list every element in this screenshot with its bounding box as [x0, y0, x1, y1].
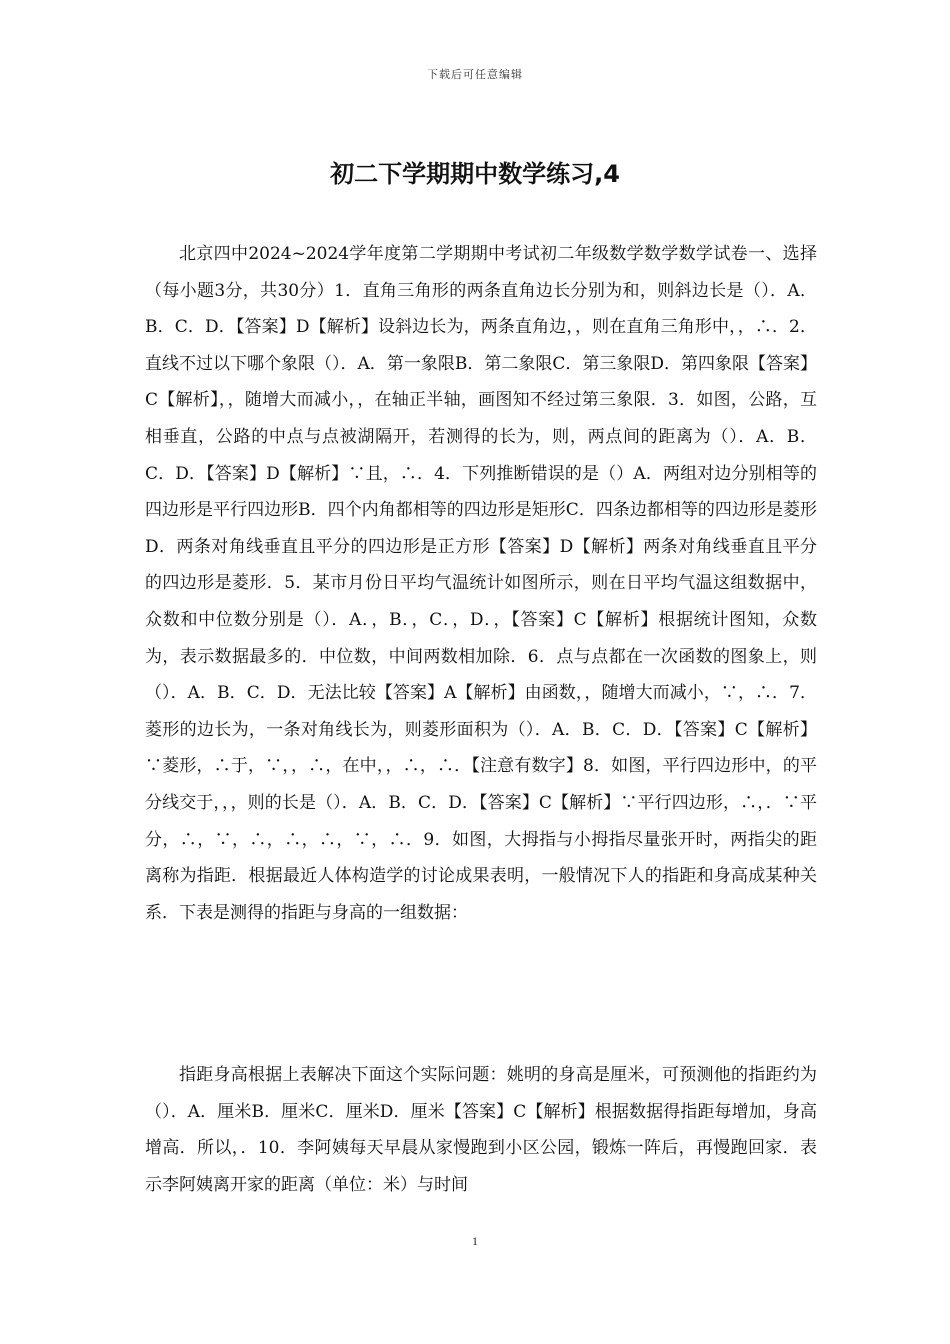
header-note: 下载后可任意编辑	[427, 68, 523, 81]
body-paragraph: 指距身高根据上表解决下面这个实际问题：姚明的身高是厘米，可预测他的指距约为（）．A．厘米B．厘米C．厘米D．厘米【答案】C【解析】根据数据得指距每增加，身高增高．所以，．10．李阿姨每天早晨从家慢跑到小区公园，锻炼一阵后，再慢跑回家．表示李阿姨离开家的距离（单位：米）与时间	[145, 1065, 817, 1195]
body-paragraph: 北京四中2024~2024学年度第二学期期中考试初二年级数学数学数学试卷一、选择（每小题3分，共30分）1．直角三角形的两条直角边长分别为和，则斜边长是（）．A．B．C．D．【答案】D【解析】设斜边长为，两条直角边，，则在直角三角形中，，∴．2．直线不过以下哪个象限（）．A．第一象限B．第二象限C．第三象限D．第四象限【答案】C【解析】，，随增大而减小，，在轴正半轴，画图知不经过第三象限．3．如图，公路，互相垂直，公路的中点与点被湖隔开，若测得的长为，则，两点间的距离为（）．A．B．C．D．【答案】D【解析】∵且，∴．4．下列推断错误的是（）A．两组对边分别相等的四边形是平行四边形B．四个内角都相等的四边形是矩形C．四条边都相等的四边形是菱形D．两条对角线垂直且平分的四边形是正方形【答案】D【解析】两条对角线垂直且平分的四边形是菱形．5．某市月份日平均气温统计如图所示，则在日平均气温这组数据中，众数和中位数分别是（）．A．，B．，C．，D．，【答案】C【解析】根据统计图知，众数为，表示数据最多的．中位数，中间两数相加除．6．点与点都在一次函数的图象上，则（）．A．B．C．D．无法比较【答案】A【解析】由函数，，随增大而减小，∵，∴．7．菱形的边长为，一条对角线长为，则菱形面积为（）．A．B．C．D．【答案】C【解析】∵菱形，∴于，∵，，∴，在中，，∴，∴．【注意有数字】8．如图，平行四边形中，的平分线交于，，，则的长是（）．A．B．C．D．【答案】C【解析】∵平行四边形，∴，．∵平分，∴，∵，∴，∴，∴，∵，∴．9．如图，大拇指与小拇指尽量张开时，两指尖的距离称为指距．根据最近人体构造学的讨论成果表明，一般情况下人的指距和身高成某种关系．下表是测得的指距与身高的一组数据：	[145, 244, 817, 923]
page-number: 1	[472, 1234, 478, 1248]
document-title: 初二下学期期中数学练习,4	[330, 160, 620, 188]
